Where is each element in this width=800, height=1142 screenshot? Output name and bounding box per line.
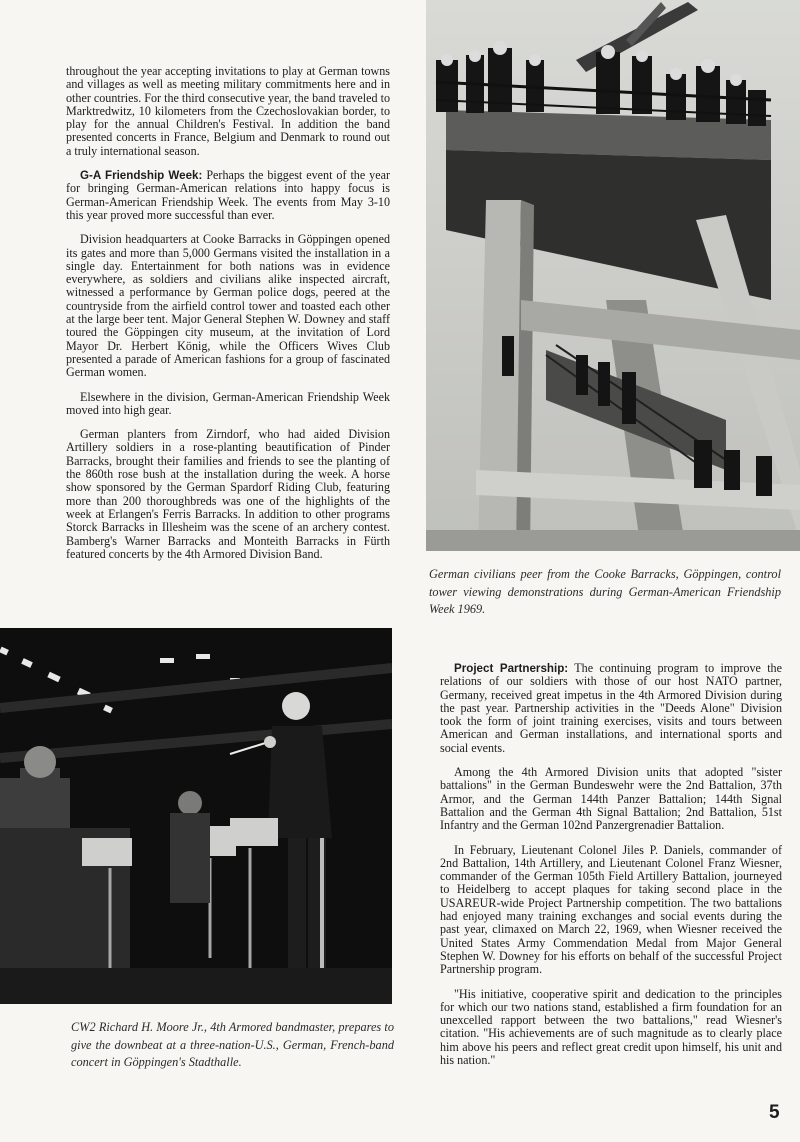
control-tower-photo xyxy=(426,0,800,551)
friendship-week-lead: Perhaps the biggest event of the year for bringing German-American relations into happy focus is German-American Friendship Week. The events from May 3-10 this year proved more successful than ever. xyxy=(66,168,390,222)
february-paragraph: In February, Lieutenant Colonel Jiles P. Daniels, commander of 2nd Battalion, 14th Artillery, and Lieutenant Colonel Franz Wiesner, commander of the German 105th Field Artillery Battalion, journeyed to Heidelberg to accept plaques for taking second place in the USAREUR-wide Project Partnership competition. The two battalions had enjoyed many training exchanges and social events during the past year, climaxed on March 22, 1969, when Wiesner received the United States Army Commendation Medal from Major General Stephen W. Downey for his efforts on behalf of the successful Project Partnership program. xyxy=(440,842,782,977)
citation-paragraph: "His initiative, cooperative spirit and dedication to the principles for which our two nations stand, established a firm foundation for an unexcelled rapport between the two battalions," read Wiesner's citation. "His achievements are of such magnitude as to clearly place him above his peers and reflect great credit upon himself, his unit and his nation." xyxy=(440,986,782,1068)
division-hq-paragraph: Division headquarters at Cooke Barracks in Göppingen opened its gates and more than 5,000 Germans visited the installation in a single day. Entertainment for both nations was in evidence everywhere, as soldiers and civilians alike inspected aircraft, witnessed a performance by German police dogs, peered at the countryside from the airfield control tower and toasted each other at the large beer tent. Major General Stephen W. Downey and staff toured the Göppingen city museum, at the invitation of Lord Mayor Dr. Herbert König, while the Officers Wives Club presented a parade of American fashions for a group of fascinated German women. xyxy=(66,232,390,380)
text-column-top-left xyxy=(66,65,390,572)
page-number: 5 xyxy=(769,1102,780,1123)
project-partnership-paragraph xyxy=(440,662,782,755)
section-heading-project-partnership: Project Partnership: xyxy=(454,662,569,675)
project-partnership-lead: The continuing program to improve the relations of our soldiers with those of our host NATO partner, Germany, received great impetus in the 4th Armored Division during the past year. Partnership activities in the "Deeds Alone" Division took the form of joint training exercises, visits and tours between American and German installations, and international sports and social events. xyxy=(440,661,782,755)
sister-battalions-paragraph: Among the 4th Armored Division units that adopted "sister battalions" in the German Bundeswehr were the 2nd Battalion, 37th Armor, and the German 144th Panzer Battalion; 144th Signal Battalion and the German 4th Signal Battalion; 2nd Battalion, 51st Infantry and the German 102nd Panzergrenadier Battalion. xyxy=(440,765,782,833)
band-concert-caption: CW2 Richard H. Moore Jr., 4th Armored bandmaster, prepares to give the downbeat at a three-nation-U.S., German, French-band concert in Göppingen's Stadthalle. xyxy=(71,1020,394,1069)
elsewhere-paragraph: Elsewhere in the division, German-American Friendship Week moved into high gear. xyxy=(66,389,390,417)
text-column-bottom-right xyxy=(440,662,782,1078)
control-tower-caption: German civilians peer from the Cooke Barracks, Göppingen, control tower viewing demonstrations during German-American Friendship Week 1969. xyxy=(429,567,781,616)
friendship-week-paragraph xyxy=(66,169,390,222)
band-concert-photo xyxy=(0,628,392,1004)
planters-paragraph: German planters from Zirndorf, who had aided Division Artillery soldiers in a rose-planting beautification of Pinder Barracks, brought their families and friends to see the planting of the 860th rose bush at the installation during the week. A horse show sponsored by the German Spardorf Riding Club, featuring more than 200 thoroughbreds was one of the highlights of the week at Erlangen's Ferris Barracks. In addition to other programs Storck Barracks in Illesheim was the scene of an archery contest. Bamberg's Warner Barracks and Monteith Barracks in Fürth featured concerts by the 4th Armored Division Band. xyxy=(66,427,390,561)
section-heading-friendship-week: G-A Friendship Week: xyxy=(80,169,203,183)
intro-paragraph: throughout the year accepting invitations to play at German towns and villages as well as meeting military commitments here and in other countries. For the third consecutive year, the band traveled to Marktredwitz, 10 kilometers from the Czechoslovakian border, to play for the annual Children's Festival. In addition the band presented concerts in France, Belgium and Denmark to round out a truly international season. xyxy=(66,64,390,158)
